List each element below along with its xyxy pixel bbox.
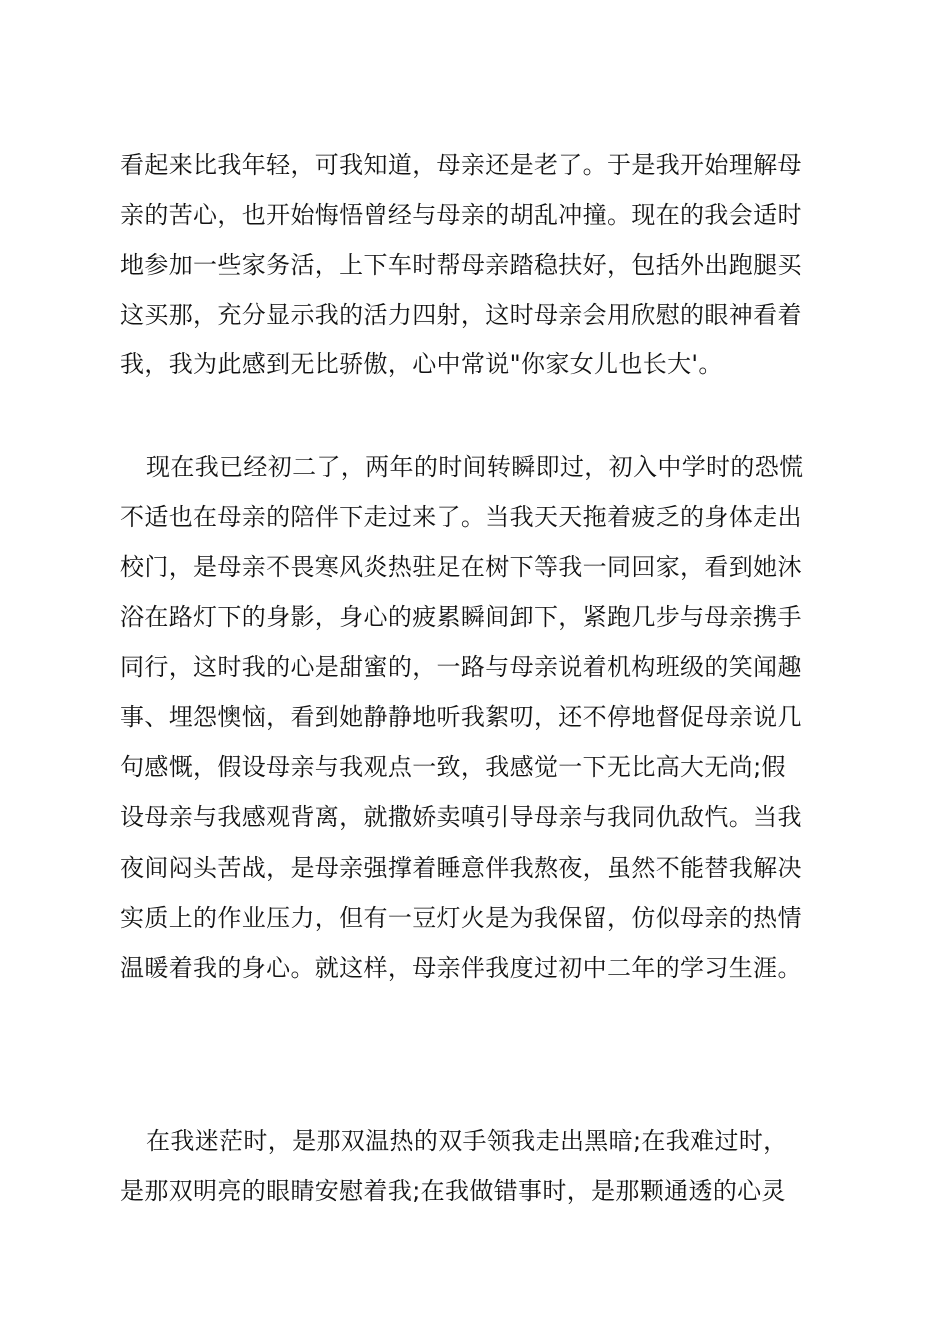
paragraph-line: 句感慨，假设母亲与我观点一致，我感觉一下无比高大无尚;假 [120, 753, 786, 781]
paragraph-line: 亲的苦心，也开始悔悟曾经与母亲的胡乱冲撞。现在的我会适时 [120, 201, 802, 229]
paragraph-line: 看起来比我年轻，可我知道，母亲还是老了。于是我开始理解母 [120, 151, 802, 179]
paragraph-line: 是那双明亮的眼睛安慰着我;在我做错事时，是那颗通透的心灵 [120, 1177, 786, 1205]
paragraph-line: 设母亲与我感观背离，就撒娇卖嗔引导母亲与我同仇敌忾。当我 [120, 803, 802, 831]
paragraph-line: 实质上的作业压力，但有一豆灯火是为我保留，仿似母亲的热情 [120, 904, 802, 932]
paragraph-line: 现在我已经初二了，两年的时间转瞬即过，初入中学时的恐慌 [146, 453, 804, 481]
paragraph-line: 温暖着我的身心。就这样，母亲伴我度过初中二年的学习生涯。 [120, 954, 802, 982]
paragraph-line: 在我迷茫时，是那双温热的双手领我走出黑暗;在我难过时， [146, 1127, 788, 1155]
paragraph-line: 校门，是母亲不畏寒风炎热驻足在树下等我一同回家，看到她沐 [120, 553, 802, 581]
paragraph-line: 地参加一些家务活，上下车时帮母亲踏稳扶好，包括外出跑腿买 [120, 251, 802, 279]
paragraph-line: 这买那，充分显示我的活力四射，这时母亲会用欣慰的眼神看着 [120, 301, 802, 329]
paragraph-line: 夜间闷头苦战，是母亲强撑着睡意伴我熬夜，虽然不能替我解决 [120, 854, 802, 882]
paragraph-line: 不适也在母亲的陪伴下走过来了。当我天天拖着疲乏的身体走出 [120, 503, 802, 531]
paragraph-line: 同行，这时我的心是甜蜜的，一路与母亲说着机构班级的笑闻趣 [120, 653, 802, 681]
paragraph-line: 浴在路灯下的身影，身心的疲累瞬间卸下，紧跑几步与母亲携手 [120, 603, 802, 631]
paragraph-line: 事、埋怨懊恼，看到她静静地听我絮叨，还不停地督促母亲说几 [120, 703, 802, 731]
paragraph-line: 我，我为此感到无比骄傲，心中常说"你家女儿也长大'。 [120, 350, 723, 378]
